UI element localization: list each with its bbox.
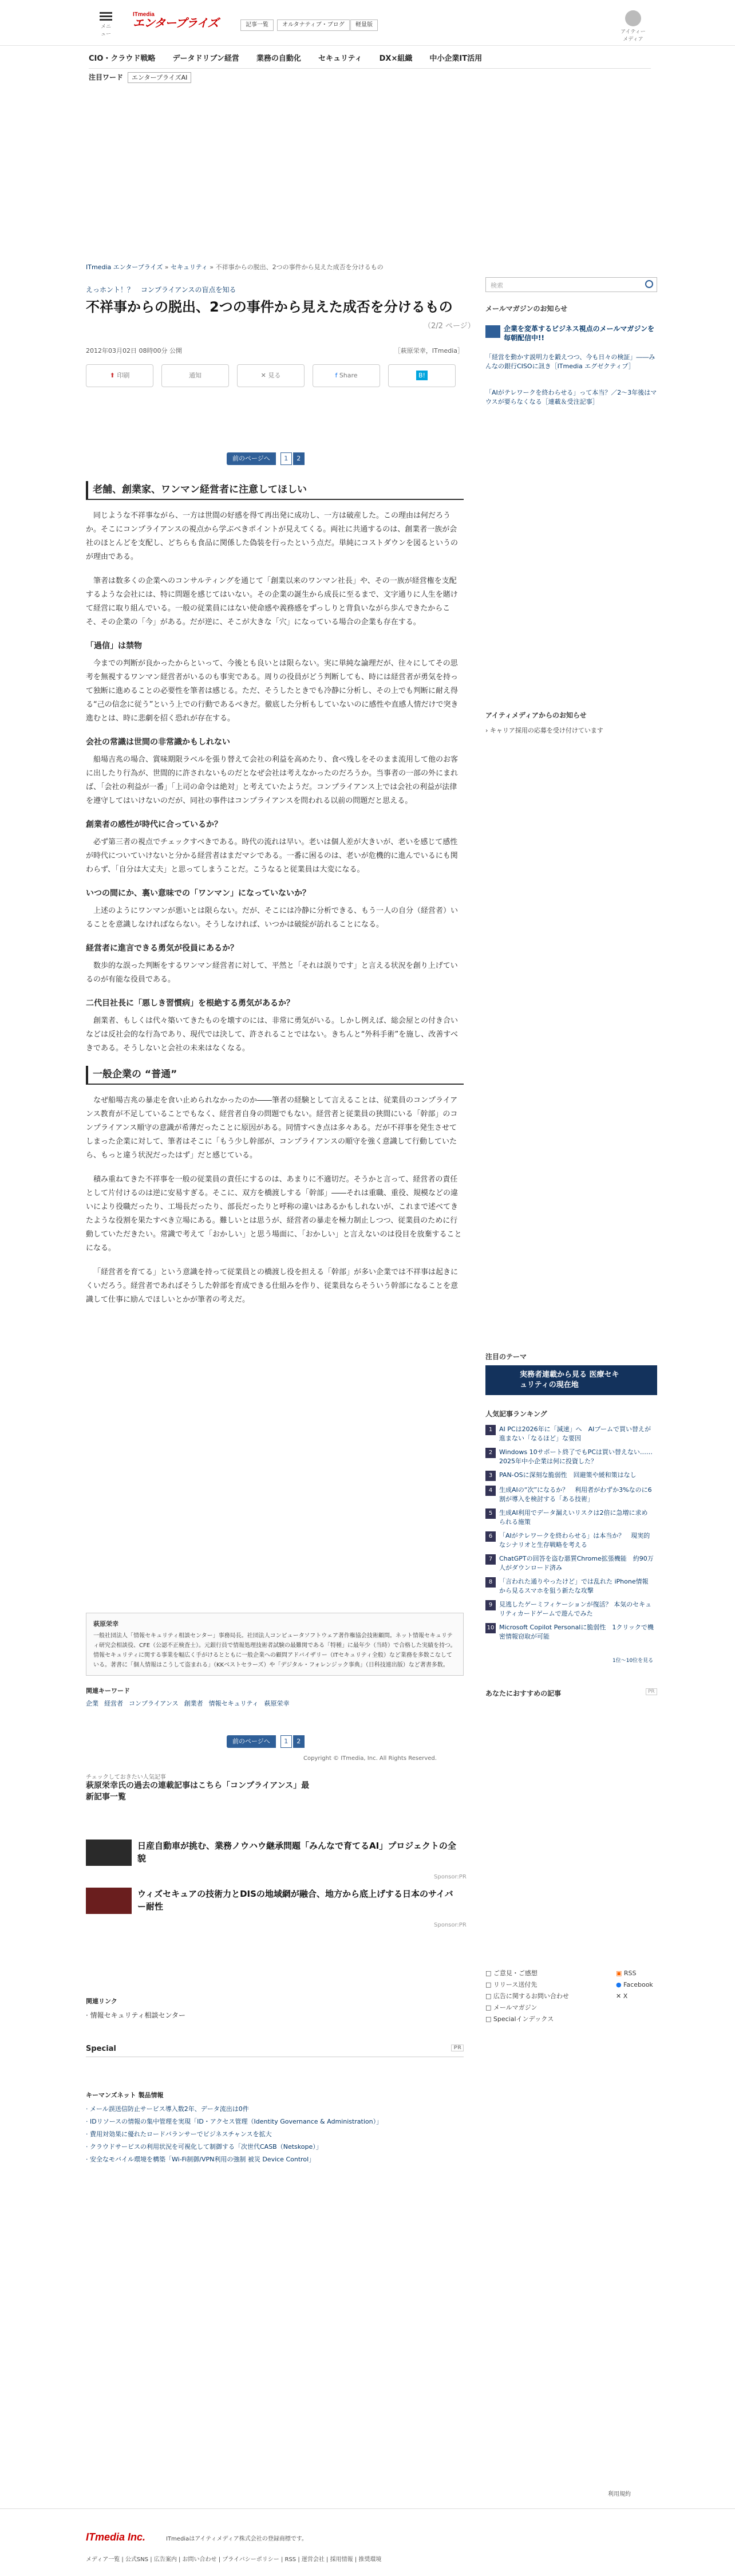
facebook-label: Facebook xyxy=(623,1981,653,1988)
news-link-text: キャリア採用の応募を受け付けています xyxy=(489,727,603,734)
ranking-item[interactable] xyxy=(485,1623,657,1641)
subheading: 創業者の感性が時代に合っているか？ xyxy=(86,820,222,829)
nav-item[interactable]: 業務の自動化 xyxy=(256,54,301,63)
paragraph: なぜ船場吉兆の暴走を食い止められなかったのか――筆者の経験として言えることは、従業員のコンプライアンス教育が不足していることでもなく、経営者自身の問題でもない。経営者と従業員の狭間にいる「幹部」のコンプライアンス順守の意識が希薄だったことに原因がある。同情すべき点は多々ある。だが不祥事を発生させてしまった企業に対して、筆者はそこに「もう少し幹部が、コンプライアンスの順守を強く意識して行動していたら、もっと違う状況だったはず」だと感じている。 xyxy=(86,1096,458,1160)
hatena-share-button[interactable] xyxy=(388,364,456,387)
keyman-label: キーマンズネット 製品情報 xyxy=(86,2091,164,2099)
nav-item[interactable]: 中小企業IT活用 xyxy=(429,54,483,63)
paragraph: 数歩的な誤った判断をするワンマン経営者に対して、平然と「それは誤りです」と言える状況を創り上げているのが有能な役員である。 xyxy=(86,962,458,984)
related-keywords xyxy=(86,1686,295,1708)
nav-item[interactable]: DX×組織 xyxy=(379,54,413,63)
ranking-title: ChatGPTの回答を盗む悪質Chrome拡張機能 約90万人がダウンロード済み xyxy=(499,1555,654,1571)
subheading: 経営者に進言できる勇気が役員にあるか？ xyxy=(86,944,238,953)
mailmag-title[interactable]: 企業を変革するビジネス視点のメールマガジンを毎朝配信中!! xyxy=(504,325,655,342)
ranking-number: 4 xyxy=(485,1486,496,1496)
footer-link-text: Specialインデックス xyxy=(493,2015,554,2023)
list-item[interactable]: · IDリソースの情報の集中管理を実現「ID・アクセス管理（Identity Governance & Administration）」 xyxy=(86,2118,383,2125)
search-input[interactable] xyxy=(485,277,657,292)
facebook-share-button[interactable] xyxy=(313,364,380,387)
promo-thumbnail[interactable] xyxy=(86,1840,132,1866)
nav-item[interactable]: CIO・クラウド戦略 xyxy=(89,54,156,63)
promo-check-label: チェックしておきたい人気記事 xyxy=(86,1774,166,1781)
terms-link[interactable]: 利用規約 xyxy=(608,2491,631,2498)
prev-page-button[interactable]: 前のページへ xyxy=(227,1735,276,1748)
ranking-item[interactable] xyxy=(485,1471,657,1481)
ranking-item[interactable] xyxy=(485,1531,657,1550)
ranking-number: 3 xyxy=(485,1471,496,1481)
footer-link-text: 広告に関するお問い合わせ xyxy=(493,1992,569,2000)
article-kicker[interactable]: えっホント！？ コンプライアンスの盲点を知る xyxy=(86,286,236,294)
ranking-item[interactable] xyxy=(485,1425,657,1443)
related-link[interactable]: 情報セキュリティ相談センター xyxy=(90,2011,185,2019)
logo-big: エンタープライズ xyxy=(133,17,219,30)
nav-item[interactable]: セキュリティ xyxy=(318,54,362,63)
x-link[interactable] xyxy=(616,1991,653,2002)
keywords-label: 関連キーワード xyxy=(86,1687,130,1695)
x-share-label: 見る xyxy=(268,372,281,379)
pager-top xyxy=(227,452,306,465)
ranking-number: 2 xyxy=(485,1448,496,1458)
ranking-title: 「AIがテレワークを終わらせる」は本当か？ 現実的なシナリオと生存戦略を考える xyxy=(499,1532,650,1549)
member-label: アイティーメディア xyxy=(621,29,646,42)
ranking-number: 6 xyxy=(485,1531,496,1542)
nav-item[interactable]: データドリブン経営 xyxy=(172,54,239,63)
special-label: Special xyxy=(86,2045,116,2053)
facebook-icon: ● xyxy=(616,1981,624,1988)
x-icon: ✕ xyxy=(616,1992,623,2000)
facebook-share-label: Share xyxy=(339,372,358,379)
subheading: 会社の常識は世間の非常識かもしれない xyxy=(86,738,230,747)
list-item[interactable]: · メール誤送信防止サービス導入数2年、データ流出は0件 xyxy=(86,2105,249,2113)
promo-title[interactable]: 日産自動車が挑む、業務ノウハウ継承問題「みんなで育てるAI」プロジェクトの全貌 xyxy=(137,1841,456,1864)
page-2-current: 2 xyxy=(293,1735,305,1748)
prev-page-button[interactable]: 前のページへ xyxy=(227,452,276,465)
related-links: 関連リンク · 情報セキュリティ相談センター xyxy=(86,1998,185,2019)
hotword-tag[interactable]: エンタープライズAI xyxy=(128,72,191,83)
ranking-item[interactable] xyxy=(485,1600,657,1618)
keyword-link[interactable]: 創業者 xyxy=(184,1700,203,1707)
hotword-label: 注目ワード xyxy=(89,73,124,81)
rss-icon: ▣ xyxy=(616,1970,624,1977)
paragraph: 筆者は数多くの企業へのコンサルティングを通じて「創業以来のワンマン社長」や、その一族が経営権を支配するような会社には、特に問題を感じてはいない。その企業の誕生から成長に至るまで、文字通りに人生を賭けて経営に取り組んでいる。一般の従業員にはない使命感や義務感をずっしりと背負いながら歩んできたからこそ、その企業の「今」がある。だが逆に、そこが大きな「穴」になっている場合の企業も存在する。 xyxy=(86,577,458,627)
theme-banner[interactable]: 実務者連載から見る 医療セキュリティの現在地 xyxy=(485,1365,657,1395)
tab-alt-blog[interactable]: オルタナティブ・ブログ xyxy=(277,19,350,31)
notify-label: 通知 xyxy=(189,372,201,379)
footer-link[interactable]: □ リリース送付先 xyxy=(485,1981,538,1988)
paragraph: 上述のようにワンマンが悪いとは限らない。だが、そこには冷静に分析できる、もう一人の自分（経営者）いることを意識しなければならない。そうしなければ、いつかは破綻が訪れることになる。 xyxy=(86,907,459,929)
paragraph: 積み重ねてきた不祥事を一般の従業員の責任にするのは、あまりに不適切だ。そうかと言って、経営者の責任として片付けるのは逆に安易すぎる。そこに、双方を橋渡しする「幹部」――それは重職、重役、規模などの違いにより役職だったり、工場長だったり、部長だったりと呼称の違いはあるかもしれないが、これまで述べてきたような役割を果たすべき立場にある。難しいとは思うが、経営者の暴走を極力制止しつつ、従業員のために行動していただきたい。常識で考えて「おかしい」と思う場面に、「おかしい」と言えないのは役目を放棄することになる。 xyxy=(86,1175,462,1252)
ranking-title: AI PCは2026年に「減速」へ AIブームで買い替えが進まない「なるほど」な要因 xyxy=(499,1425,651,1442)
keyword-link[interactable]: 萩原栄幸 xyxy=(264,1700,290,1707)
ranking-item[interactable] xyxy=(485,1577,657,1596)
subheading: 二代目社長に「悪しき習慣病」を根絶する勇気があるか？ xyxy=(86,999,294,1008)
breadcrumb-current: 不祥事からの脱出、2つの事件から見えた成否を分けるもの xyxy=(215,263,384,271)
site-header xyxy=(0,0,735,46)
rss-link[interactable] xyxy=(616,1968,653,1979)
recommend-heading: あなたにおすすめの記事 xyxy=(485,1689,562,1697)
pr-badge: PR xyxy=(451,2045,464,2051)
breadcrumb-item[interactable]: セキュリティ xyxy=(171,263,208,271)
ranking-more-link[interactable]: 1位〜10位を見る xyxy=(612,1658,654,1664)
mailmag-link[interactable]: 「経営を動かす説明力を鍛えつつ、今も日々の検証」――みんなの銀行CISOに訊き［ITmedia エグゼクティブ］ xyxy=(485,353,655,370)
keyword-link[interactable]: 経営者 xyxy=(104,1700,123,1707)
menu-label: メニュー xyxy=(100,24,111,37)
page-1-link[interactable]: 1 xyxy=(280,1735,292,1748)
ranking-item[interactable] xyxy=(485,1486,657,1504)
list-item-text: 安全なモバイル環境を構築「Wi-Fi制御/VPN利用の強制 被災 Device Control」 xyxy=(90,2156,315,2163)
paragraph: 船場吉兆の場合、賞味期限ラベルを張り替えて会社の利益を高めたり、食べ残しをそのまま流用して他のお客に出したり行為が、世間的に許されないものだとなぜ会社は考えなかったのだろうか。当事者の一部の外にまれば、「会社の利益が一番」「上司の命令は絶対」と考えていたようだ。コンプライアンス上では会社の利益が法律を遵守してはいけないのだが、同社の事件はコンプライアンスを問われる以前の問題だと思える。 xyxy=(86,755,459,805)
list-item-text: メール誤送信防止サービス導入数2年、データ流出は0件 xyxy=(90,2105,249,2113)
ranking-number: 9 xyxy=(485,1600,496,1610)
promo-heading[interactable]: 萩原栄幸氏の過去の連載記事はこちら「コンプライアンス」最新記事一覧 xyxy=(86,1781,310,1802)
promo-title[interactable]: ウィズセキュアの技術力とDISの地域網が融合、地方から底上げする日本のサイバー耐性 xyxy=(137,1889,453,1912)
subheading: 「過信」は禁物 xyxy=(86,641,142,651)
special-section xyxy=(86,2045,464,2057)
ranking-item[interactable] xyxy=(485,1508,657,1527)
ranking-number: 5 xyxy=(485,1508,496,1519)
ranking-title: 「言われた通りやったけど」では乱れた iPhone情報から見るスマホを狙う新たな攻撃 xyxy=(499,1578,649,1594)
facebook-icon: f xyxy=(335,372,339,379)
ranking-title: PAN-OSに深刻な脆弱性 回避策や緩和策はなし xyxy=(499,1471,637,1479)
mailmag-heading: メールマガジンのお知らせ xyxy=(485,305,568,313)
author-profile xyxy=(86,1613,464,1676)
subheading: いつの間にか、裏い意味での「ワンマン」になっていないか？ xyxy=(86,889,310,898)
hotword-bar xyxy=(89,72,191,82)
list-item[interactable]: · 安全なモバイル環境を構築「Wi-Fi制御/VPN利用の強制 被災 Device Control」 xyxy=(86,2156,315,2163)
footer-link-text: ご意見・ご感想 xyxy=(493,1970,538,1977)
section-heading: 一般企業の “普通” xyxy=(86,1066,464,1085)
paragraph: 今までの判断が良かったからといって、今後とも良いとは限らない。実に単純な論理だが、往々にしてその思考を無視するワンマン経営者がいるのも事実である。周りの役員がどう判断しても、時には経営者が勇気を持って独断に進めることの必要性を筆者は感じる。ただ、そうしたときでも冷静に分析し、その上でも判断に耐え得る“己の信念に従う”という上での行動であるべきだ。徹底した分析もしていないのに感性や直感人情だけで突き進むとは、時に悲劇を招く恐れが存在する。 xyxy=(86,659,459,723)
page-indicator: （2/2 ページ） xyxy=(424,322,475,330)
related-label: 関連リンク xyxy=(86,1998,117,2005)
facebook-link[interactable] xyxy=(616,1979,653,1991)
x-share-button[interactable] xyxy=(237,364,305,387)
publish-date: 2012年03月02日 08時00分 公開 xyxy=(86,347,182,355)
mail-icon xyxy=(485,325,500,338)
paragraph: 「経営者を育てる」という意識を持って従業員との橋渡し役を担える「幹部」が多い企業では不祥事は起きにくいだろう。経営者であればそうした幹部を育成できる仕組みを作り、従業員ならそういう幹部になることを意識して仕事に励んでほしいとかが筆者の考えだ。 xyxy=(86,1268,459,1304)
pr-badge: PR xyxy=(646,1688,657,1695)
x-label: X xyxy=(623,1992,628,2000)
tab-article-list[interactable]: 記事一覧 xyxy=(240,19,274,31)
breadcrumb-item[interactable]: ITmedia エンタープライズ xyxy=(86,263,163,271)
pager-bottom xyxy=(227,1735,306,1748)
rss-label: RSS xyxy=(623,1970,637,1977)
footer-link-text: リリース送付先 xyxy=(493,1981,538,1988)
ranking-number: 10 xyxy=(485,1623,496,1633)
sponsor-label: Sponsor:PR xyxy=(434,1922,467,1928)
tab-lite[interactable]: 軽量版 xyxy=(350,19,378,31)
sponsor-label: Sponsor:PR xyxy=(434,1874,467,1880)
list-item-text: 費用対効果に優れたロードバランサーでビジネスチャンスを拡大 xyxy=(90,2130,272,2138)
ranking-title: 見逃したゲーミフィケーションが復活？ 本気のセキュリティカードゲームで遊んでみた xyxy=(499,1601,652,1617)
keyword-link[interactable]: 企業 xyxy=(86,1700,98,1707)
keyman-list xyxy=(86,2103,464,2166)
footer-link[interactable]: □ ご意見・ご感想 xyxy=(485,1970,538,1977)
page-1-link[interactable]: 1 xyxy=(280,452,292,465)
print-label: 印刷 xyxy=(117,372,130,379)
section-heading: 老舗、創業家、ワンマン経営者に注意してほしい xyxy=(86,481,464,500)
ranking-title: 生成AIの“次”になるか？ 利用者がわずか3%なのに6割が導入を検討する「ある技術」 xyxy=(499,1486,652,1503)
ranking-heading: 人気記事ランキング xyxy=(485,1410,547,1418)
theme-heading: 注目のテーマ xyxy=(485,1353,527,1361)
news-link[interactable]: › キャリア採用の応募を受け付けています xyxy=(485,727,603,734)
profile-text: 一般社団法人「情報セキュリティ相談センター」事務局長。社団法人コンピュータソフトウェア著作権協会技術顧問。ネット情報セキュリティ研究会相談役、CFE（公認不正検査士）。元銀行員で情報処理技術者試験の最難関である「特種」に最年少（当時）で合格した実績を持つ。情報セキュリティに関する事業を幅広く手がけるとともに一般企業への顧問アドバイザリー（ITセキュリティ全般）など業務を多数こなしている。著書に「個人情報はこうして盗まれる」（KKベストセラーズ）や「デジタル・フォレンジック事典」（日科技連出版）など著書多数。 xyxy=(93,1633,456,1668)
footer-link-text: メールマガジン xyxy=(493,2004,538,2011)
ranking-number: 8 xyxy=(485,1577,496,1588)
keyword-link[interactable]: コンプライアンス xyxy=(129,1700,179,1707)
paragraph: 創業者、もしくは代々築いてきたものを壊すのには、非常に勇気がいる。しかし例えば、総会屋との付き合いなどは反社会的な行為であり、現代では決して、許されることではない。きちんと“外科手術”を施し、改善すべきである。そうしないと会社の未来はなくなる。 xyxy=(86,1017,459,1053)
ranking-item[interactable] xyxy=(485,1448,657,1466)
keyword-link[interactable]: 情報セキュリティ xyxy=(208,1700,259,1707)
notify-button[interactable] xyxy=(161,364,229,387)
social-links xyxy=(616,1968,653,2002)
promo-thumbnail[interactable] xyxy=(86,1888,132,1914)
paragraph: 必ず第三者の視点でチェックすべきである。時代の流れは早い。老いは個人差が大きいが、老いを感じて感性が時代についていけないと分かる経営者はまだマシである。一番に困るのは、老いが危機的に進んでいるにも関わらず、「自分は大丈夫」と思ってしまうことだ。こうなると従業員は大変になる。 xyxy=(86,838,458,874)
search-icon[interactable] xyxy=(645,280,653,288)
main-nav xyxy=(89,49,651,69)
list-item[interactable]: · 費用対効果に優れたロードバランサーでビジネスチャンスを拡大 xyxy=(86,2130,272,2138)
side-footer-links xyxy=(485,1968,569,2025)
breadcrumb: ITmedia エンタープライズ » セキュリティ » 不祥事からの脱出、2つの事件から見えた成否を分けるもの xyxy=(86,263,384,271)
footer-link[interactable]: □ 広告に関するお問い合わせ xyxy=(485,1992,569,2000)
ranking-list xyxy=(485,1425,657,1646)
site-logo[interactable] xyxy=(133,11,218,34)
footer-logo[interactable]: ITmedia Inc. xyxy=(86,2531,146,2543)
search-placeholder: 検索 xyxy=(491,282,503,289)
footer-link[interactable]: □ メールマガジン xyxy=(485,2004,538,2011)
logo-small: ITmedia xyxy=(133,11,155,18)
ranking-title: 生成AI利用でデータ漏えいリスクは2倍に急増に求められる施策 xyxy=(499,1509,648,1526)
list-item-text: クラウドサービスの利用状況を可視化して制御する「次世代CASB（Netskope）」 xyxy=(90,2143,322,2150)
copyright: Copyright © ITmedia, Inc. All Rights Reserved. xyxy=(303,1755,437,1762)
ranking-number: 1 xyxy=(485,1425,496,1435)
article-body xyxy=(86,481,464,1317)
footer-link[interactable]: □ Specialインデックス xyxy=(485,2015,554,2023)
ranking-number: 7 xyxy=(485,1554,496,1565)
hatena-icon: B! xyxy=(416,371,428,380)
list-item-text: IDリソースの情報の集中管理を実現「ID・アクセス管理（Identity Governance & Administration）」 xyxy=(90,2118,383,2125)
member-button[interactable] xyxy=(619,10,647,42)
mailmag-link[interactable]: 「AIがテレワークを終わらせる」って本当？／2〜3年後はマウスが要らなくなる［連載＆受注記事］ xyxy=(485,389,657,405)
profile-name: 萩原栄幸 xyxy=(93,1620,118,1628)
author: ［萩原栄幸，ITmedia］ xyxy=(394,347,464,355)
menu-button[interactable] xyxy=(98,10,113,37)
print-button[interactable]: ⬆ 印刷 xyxy=(86,364,153,387)
avatar-icon xyxy=(625,10,641,26)
ranking-title: Microsoft Copilot Personalに脆弱性 1クリックで機密情報窃取が可能 xyxy=(499,1624,654,1640)
x-icon: ✕ xyxy=(260,372,268,379)
paragraph: 同じような不祥事ながら、一方は世間の好感を得て再出発に成功し、一方は破産した。この理由は何だろうか。そこにコンプライアンスの視点から学ぶべきポイントが見えてくる。両社に共通するのは、創業者一族が会社のほとんどを支配し、どちらも食品に関係した偽装を行ったという点だ。単純にコストダウンを図るというのが理由である。 xyxy=(86,511,459,561)
footer-note: ITmediaはアイティメディア株式会社の登録商標です。 xyxy=(166,2536,307,2542)
ranking-title: Windows 10サポート終了でもPCは買い替えない…… 2025年中小企業は何に投資した？ xyxy=(499,1448,659,1465)
news-heading: アイティメディアからのお知らせ xyxy=(485,711,587,719)
footer-links[interactable]: メディア一覧 | 公式SNS | 広告案内 | お問い合わせ | プライバシーポリシー | RSS | 運営会社 | 採用情報 | 推奨環境 xyxy=(86,2557,382,2563)
ranking-item[interactable] xyxy=(485,1554,657,1573)
list-item[interactable]: · クラウドサービスの利用状況を可視化して制御する「次世代CASB（Netskope）」 xyxy=(86,2143,322,2150)
page-2-current: 2 xyxy=(293,452,305,465)
article-title: 不祥事からの脱出、2つの事件から見えた成否を分けるもの xyxy=(86,299,453,315)
